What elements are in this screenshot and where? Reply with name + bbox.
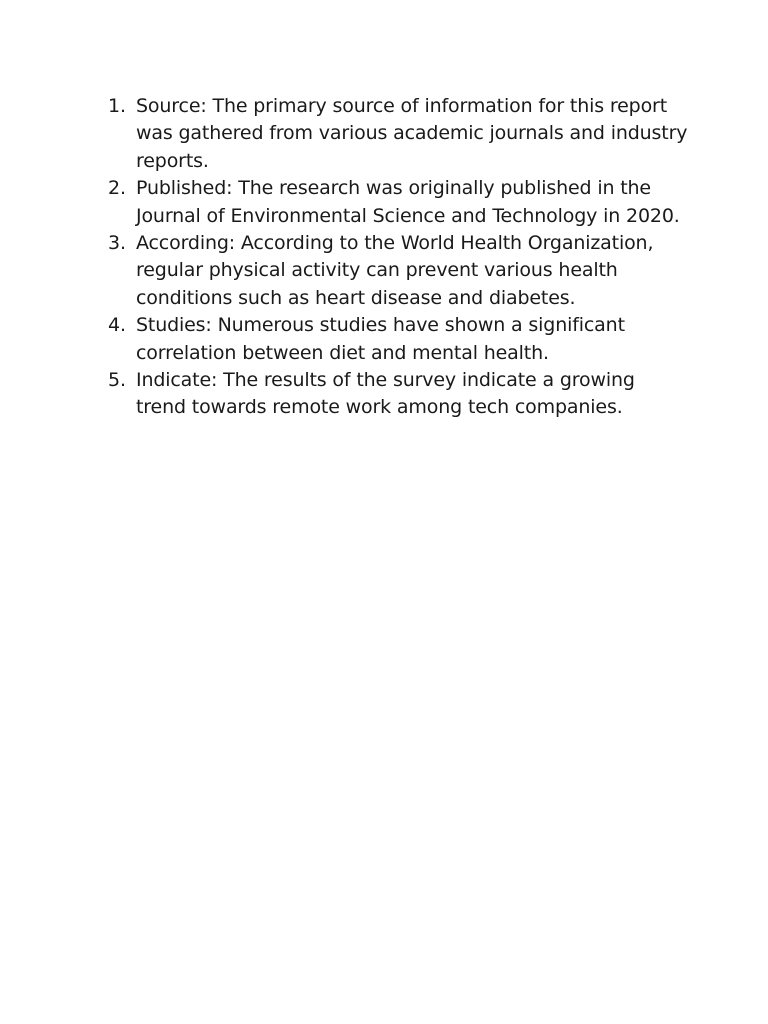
list-item (108, 367, 688, 422)
list-item (108, 312, 688, 367)
list-item-number: 5. (108, 369, 126, 392)
list-item-text: Published: The research was originally published in the Journal of Environmental Science and Technology in 2020. (136, 177, 680, 227)
list-item-text: Studies: Numerous studies have shown a significant correlation between diet and mental health. (136, 314, 625, 364)
list-item-number: 4. (108, 314, 126, 337)
list-item (108, 93, 688, 175)
list-item-number: 3. (108, 232, 126, 255)
numbered-list (108, 93, 688, 422)
list-item-text: Indicate: The results of the survey indicate a growing trend towards remote work among tech companies. (136, 369, 635, 419)
list-item-number: 2. (108, 177, 126, 200)
list-item-number: 1. (108, 95, 126, 117)
list-item-text: Source: The primary source of information for this report was gathered from various academic journals and industry reports. (136, 95, 688, 172)
list-item-text: According: According to the World Health Organization, regular physical activity can prevent various health conditions such as heart disease and diabetes. (136, 232, 654, 309)
list-item (108, 175, 688, 230)
list-item (108, 230, 688, 312)
